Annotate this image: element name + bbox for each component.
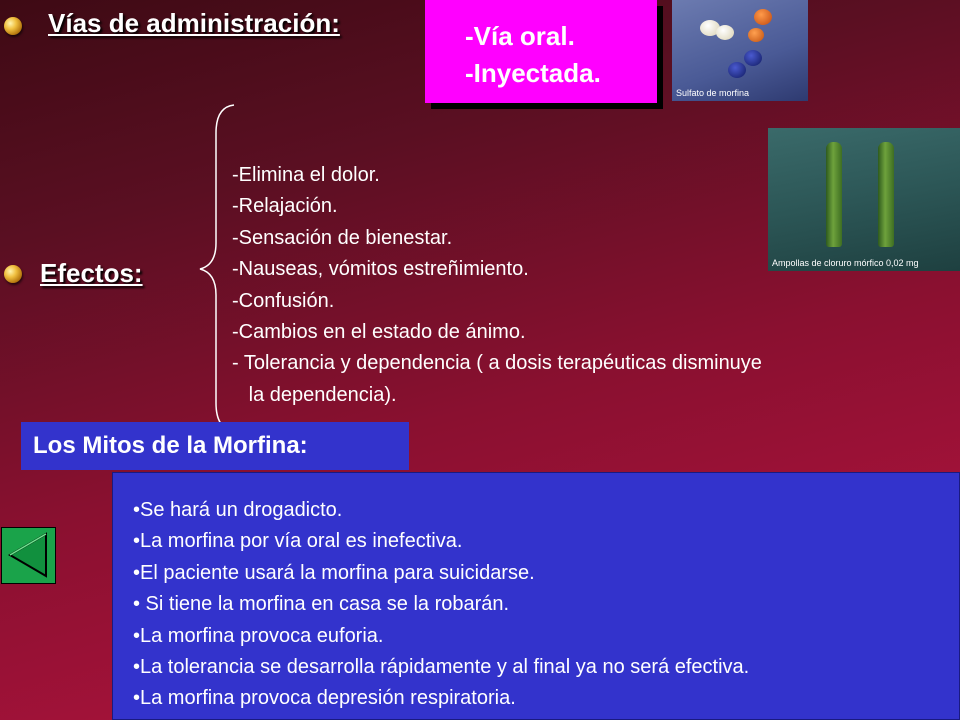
vias-title: Vías de administración: [48, 8, 340, 38]
mitos-item: •La morfina provoca euforia. [133, 624, 384, 647]
efectos-item: -Cambios en el estado de ánimo. [232, 321, 526, 344]
mitos-list [112, 472, 960, 720]
bullet-icon [4, 17, 22, 35]
vias-item-oral: -Vía oral. [465, 21, 575, 51]
efectos-item: -Sensación de bienestar. [232, 226, 453, 249]
mitos-item: •La morfina provoca depresión respiratoria. [133, 687, 516, 710]
ampoule [878, 142, 894, 247]
back-button[interactable] [1, 527, 56, 584]
mitos-item: •Se hará un drogadicto. [133, 499, 343, 521]
efectos-item: - Tolerancia y dependencia ( a dosis terapéuticas disminuye [232, 352, 762, 375]
efectos-list [232, 160, 762, 411]
photo2-caption: Ampollas de cloruro mórfico 0,02 mg [772, 258, 919, 268]
mitos-item: • Si tiene la morfina en casa se la robarán. [133, 593, 510, 616]
ampollas-photo [768, 128, 960, 271]
efectos-item: -Elimina el dolor. [232, 164, 380, 186]
efectos-title: Efectos: [40, 258, 143, 288]
pill-blue [744, 50, 762, 66]
ampoule [826, 142, 842, 247]
sulfato-morfina-photo [672, 0, 808, 101]
efectos-item: -Relajación. [232, 195, 338, 218]
triangle-left-icon [2, 528, 55, 583]
pill-orange [748, 28, 764, 42]
bullet-icon [4, 265, 22, 283]
pill-orange [754, 9, 772, 25]
pill-white [716, 25, 734, 40]
efectos-item: -Nauseas, vómitos estreñimiento. [232, 258, 529, 281]
mitos-item: •El paciente usará la morfina para suicidarse. [133, 561, 535, 584]
mitos-item: •La tolerancia se desarrolla rápidamente y al final ya no será efectiva. [133, 656, 750, 679]
mitos-title: Los Mitos de la Morfina: [21, 422, 409, 470]
efectos-item: -Confusión. [232, 289, 335, 312]
mitos-item: •La morfina por vía oral es inefectiva. [133, 530, 463, 553]
pill-blue [728, 62, 746, 78]
vias-item-inyectada: -Inyectada. [465, 58, 601, 88]
efectos-item: la dependencia). [232, 383, 397, 406]
photo1-caption: Sulfato de morfina [676, 88, 750, 98]
vias-box [425, 0, 657, 103]
